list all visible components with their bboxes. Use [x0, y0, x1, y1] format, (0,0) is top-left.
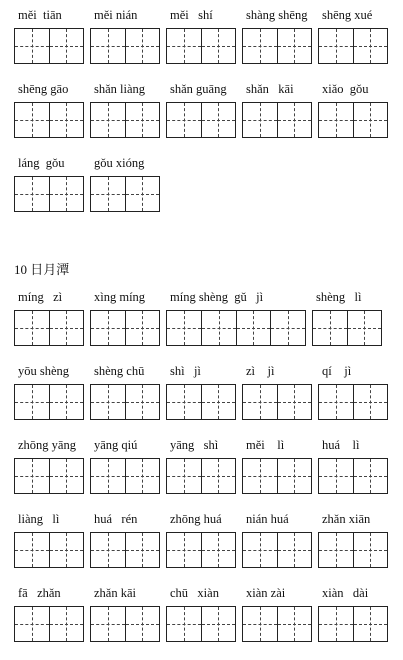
- tian-zi-cell[interactable]: [15, 459, 49, 493]
- pinyin-label: shǎn kāi: [246, 82, 294, 96]
- tian-zi-cell[interactable]: [277, 533, 312, 567]
- tian-zi-cell[interactable]: [91, 103, 125, 137]
- pinyin-label: shēng gāo: [18, 82, 69, 96]
- tian-zi-cell[interactable]: [347, 311, 382, 345]
- tian-zi-cell[interactable]: [243, 103, 277, 137]
- pinyin-label: xiǎo gǒu: [322, 82, 369, 96]
- pinyin-label: zhōng yāng: [18, 438, 76, 452]
- writing-grid[interactable]: [90, 606, 160, 642]
- tian-zi-cell[interactable]: [353, 533, 388, 567]
- pinyin-label: zhǎn kāi: [94, 586, 136, 600]
- writing-grid[interactable]: [90, 310, 160, 346]
- tian-zi-cell[interactable]: [313, 311, 347, 345]
- section-title: 10 日月潭: [14, 262, 70, 277]
- pinyin-label: shèng chū: [94, 364, 145, 378]
- writing-grid[interactable]: [90, 176, 160, 212]
- tian-zi-cell[interactable]: [319, 607, 353, 641]
- writing-grid[interactable]: [166, 310, 306, 346]
- writing-grid[interactable]: [318, 384, 388, 420]
- tian-zi-cell[interactable]: [201, 459, 236, 493]
- writing-grid[interactable]: [14, 532, 84, 568]
- pinyin-label: měi shí: [170, 8, 213, 22]
- tian-zi-cell[interactable]: [167, 459, 201, 493]
- writing-grid[interactable]: [318, 532, 388, 568]
- pinyin-label: zhǎn xiān: [322, 512, 371, 526]
- tian-zi-cell[interactable]: [49, 311, 84, 345]
- tian-zi-cell[interactable]: [243, 29, 277, 63]
- pinyin-label: shèng lì: [316, 290, 362, 304]
- writing-grid[interactable]: [318, 102, 388, 138]
- pinyin-label: měi lì: [246, 438, 285, 452]
- pinyin-label: fā zhǎn: [18, 586, 61, 600]
- writing-grid[interactable]: [90, 384, 160, 420]
- tian-zi-cell[interactable]: [243, 533, 277, 567]
- tian-zi-cell[interactable]: [91, 459, 125, 493]
- writing-grid[interactable]: [242, 458, 312, 494]
- tian-zi-cell[interactable]: [125, 177, 160, 211]
- pinyin-label: qí jì: [322, 364, 352, 378]
- tian-zi-cell[interactable]: [319, 103, 353, 137]
- tian-zi-cell[interactable]: [125, 311, 160, 345]
- tian-zi-cell[interactable]: [91, 385, 125, 419]
- tian-zi-cell[interactable]: [91, 533, 125, 567]
- tian-zi-cell[interactable]: [319, 459, 353, 493]
- tian-zi-cell[interactable]: [15, 103, 49, 137]
- pinyin-label: měi tiān: [18, 8, 62, 22]
- tian-zi-cell[interactable]: [353, 607, 388, 641]
- tian-zi-cell[interactable]: [319, 533, 353, 567]
- pinyin-label: xìng míng: [94, 290, 146, 304]
- tian-zi-cell[interactable]: [91, 29, 125, 63]
- writing-grid[interactable]: [90, 532, 160, 568]
- tian-zi-cell[interactable]: [167, 607, 201, 641]
- pinyin-label: chū xiàn: [170, 586, 219, 600]
- tian-zi-cell[interactable]: [167, 103, 201, 137]
- writing-grid[interactable]: [242, 28, 312, 64]
- writing-grid[interactable]: [14, 606, 84, 642]
- tian-zi-cell[interactable]: [201, 311, 236, 345]
- tian-zi-cell[interactable]: [319, 385, 353, 419]
- writing-grid[interactable]: [14, 176, 84, 212]
- tian-zi-cell[interactable]: [125, 533, 160, 567]
- tian-zi-cell[interactable]: [15, 607, 49, 641]
- tian-zi-cell[interactable]: [167, 311, 201, 345]
- pinyin-label: míng zì: [18, 290, 63, 304]
- tian-zi-cell[interactable]: [353, 385, 388, 419]
- tian-zi-cell[interactable]: [277, 103, 312, 137]
- writing-grid[interactable]: [14, 102, 84, 138]
- pinyin-label: xiàn zài: [246, 586, 286, 600]
- tian-zi-cell[interactable]: [277, 459, 312, 493]
- tian-zi-cell[interactable]: [353, 29, 388, 63]
- writing-grid[interactable]: [166, 28, 236, 64]
- tian-zi-cell[interactable]: [49, 533, 84, 567]
- tian-zi-cell[interactable]: [277, 385, 312, 419]
- pinyin-label: xiàn dài: [322, 586, 369, 600]
- writing-grid[interactable]: [318, 458, 388, 494]
- tian-zi-cell[interactable]: [125, 459, 160, 493]
- tian-zi-cell[interactable]: [167, 385, 201, 419]
- writing-grid[interactable]: [14, 28, 84, 64]
- tian-zi-cell[interactable]: [201, 607, 236, 641]
- pinyin-label: gǒu xióng: [94, 156, 145, 170]
- writing-grid[interactable]: [166, 458, 236, 494]
- writing-grid[interactable]: [312, 310, 382, 346]
- tian-zi-cell[interactable]: [15, 533, 49, 567]
- pinyin-label: zì jì: [246, 364, 275, 378]
- pinyin-label: shǎn liàng: [94, 82, 146, 96]
- tian-zi-cell[interactable]: [125, 103, 160, 137]
- writing-grid[interactable]: [14, 384, 84, 420]
- tian-zi-cell[interactable]: [15, 177, 49, 211]
- pinyin-label: shì jì: [170, 364, 201, 378]
- writing-grid[interactable]: [14, 458, 84, 494]
- tian-zi-cell[interactable]: [243, 459, 277, 493]
- pinyin-label: yōu shèng: [18, 364, 70, 378]
- pinyin-label: míng shèng gǔ jì: [170, 290, 264, 304]
- writing-grid[interactable]: [90, 28, 160, 64]
- tian-zi-cell[interactable]: [236, 311, 271, 345]
- pinyin-label: shàng shēng: [246, 8, 308, 22]
- tian-zi-cell[interactable]: [125, 29, 160, 63]
- pinyin-label: měi nián: [94, 8, 138, 22]
- tian-zi-cell[interactable]: [49, 385, 84, 419]
- writing-grid[interactable]: [166, 606, 236, 642]
- tian-zi-cell[interactable]: [49, 29, 84, 63]
- writing-grid[interactable]: [90, 102, 160, 138]
- writing-grid[interactable]: [166, 532, 236, 568]
- tian-zi-cell[interactable]: [15, 29, 49, 63]
- pinyin-label: yāng qiú: [94, 438, 138, 452]
- writing-grid[interactable]: [166, 102, 236, 138]
- tian-zi-cell[interactable]: [49, 459, 84, 493]
- pinyin-label: láng gǒu: [18, 156, 65, 170]
- tian-zi-cell[interactable]: [201, 103, 236, 137]
- tian-zi-cell[interactable]: [125, 607, 160, 641]
- tian-zi-cell[interactable]: [277, 29, 312, 63]
- pinyin-label: shǎn guāng: [170, 82, 227, 96]
- tian-zi-cell[interactable]: [91, 311, 125, 345]
- tian-zi-cell[interactable]: [91, 177, 125, 211]
- writing-grid[interactable]: [242, 384, 312, 420]
- tian-zi-cell[interactable]: [277, 607, 312, 641]
- pinyin-label: shēng xué: [322, 8, 373, 22]
- tian-zi-cell[interactable]: [319, 29, 353, 63]
- tian-zi-cell[interactable]: [15, 311, 49, 345]
- tian-zi-cell[interactable]: [353, 459, 388, 493]
- writing-grid[interactable]: [166, 384, 236, 420]
- pinyin-label: huá lì: [322, 438, 360, 452]
- tian-zi-cell[interactable]: [49, 177, 84, 211]
- tian-zi-cell[interactable]: [91, 607, 125, 641]
- tian-zi-cell[interactable]: [49, 607, 84, 641]
- writing-grid[interactable]: [242, 102, 312, 138]
- tian-zi-cell[interactable]: [125, 385, 160, 419]
- tian-zi-cell[interactable]: [201, 385, 236, 419]
- writing-grid[interactable]: [242, 532, 312, 568]
- pinyin-label: nián huá: [246, 512, 289, 526]
- writing-grid[interactable]: [318, 28, 388, 64]
- tian-zi-cell[interactable]: [49, 103, 84, 137]
- tian-zi-cell[interactable]: [15, 385, 49, 419]
- writing-grid[interactable]: [242, 606, 312, 642]
- tian-zi-cell[interactable]: [243, 607, 277, 641]
- pinyin-label: liàng lì: [18, 512, 60, 526]
- tian-zi-cell[interactable]: [201, 533, 236, 567]
- tian-zi-cell[interactable]: [167, 533, 201, 567]
- writing-grid[interactable]: [90, 458, 160, 494]
- pinyin-label: huá rén: [94, 512, 138, 526]
- writing-grid[interactable]: [14, 310, 84, 346]
- writing-grid[interactable]: [318, 606, 388, 642]
- tian-zi-cell[interactable]: [270, 311, 305, 345]
- tian-zi-cell[interactable]: [201, 29, 236, 63]
- tian-zi-cell[interactable]: [243, 385, 277, 419]
- tian-zi-cell[interactable]: [167, 29, 201, 63]
- pinyin-label: zhōng huá: [170, 512, 222, 526]
- tian-zi-cell[interactable]: [353, 103, 388, 137]
- pinyin-label: yāng shì: [170, 438, 219, 452]
